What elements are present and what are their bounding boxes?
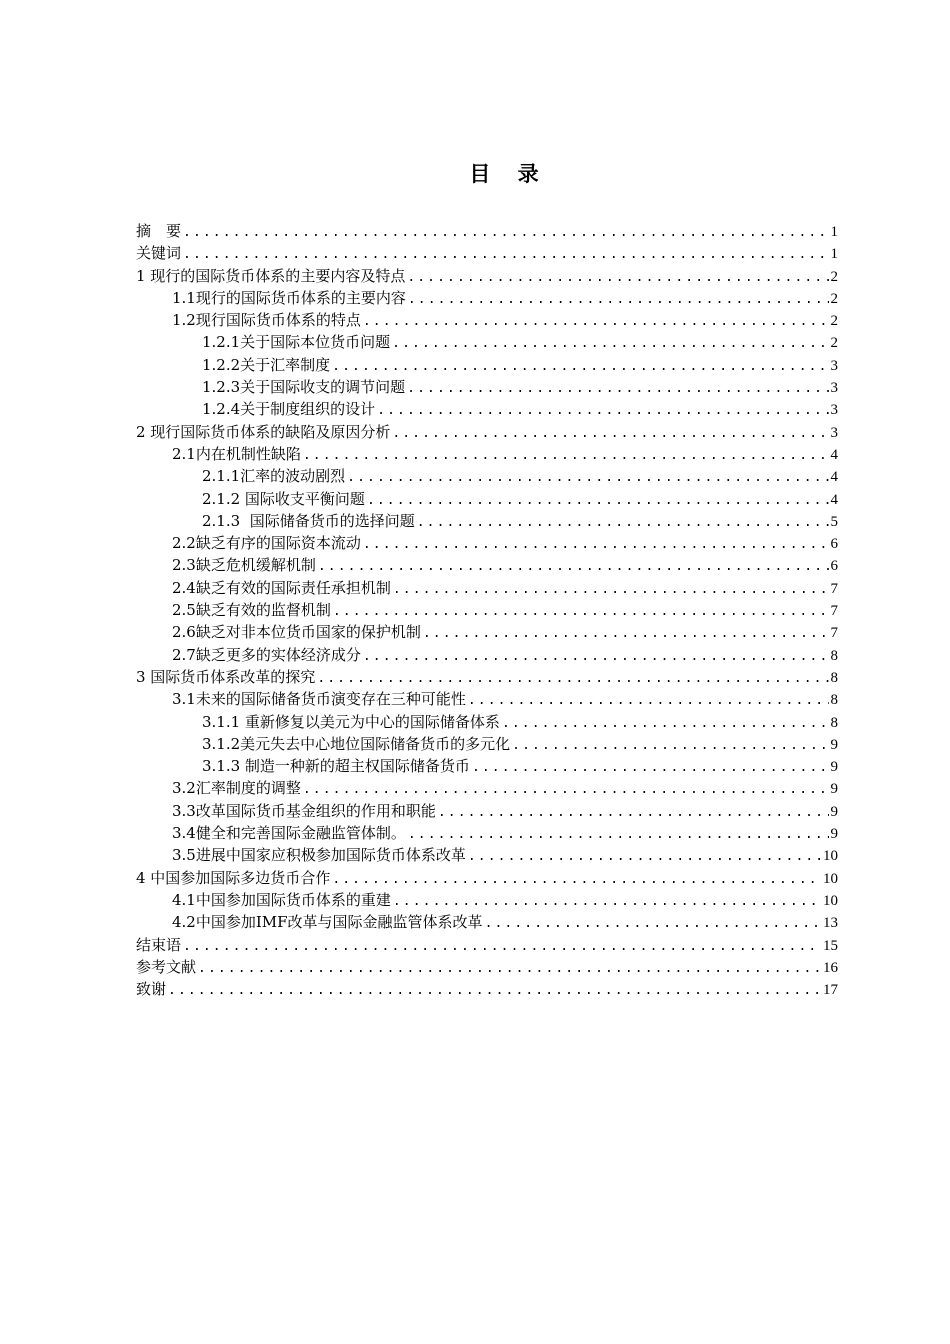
toc-entry-title: 2.7缺乏更多的实体经济成分 [172,645,361,664]
toc-dot-leader [183,936,821,956]
toc-entry-title: 3.4健全和完善国际金融监管体制。 [172,824,406,843]
toc-entry-title: 1.2.2关于汇率制度 [202,355,331,374]
toc-entry-title: 1.2.3关于国际收支的调节问题 [202,378,406,397]
toc-entry[interactable] [136,711,838,733]
toc-dot-leader [512,735,828,755]
toc-entry-title: 3.2汇率制度的调整 [172,779,301,798]
toc-entry-page-number: 10 [823,892,838,909]
toc-dot-leader [392,423,828,443]
toc-dot-leader [468,690,829,710]
toc-entry-title: 4.1中国参加国际货币体系的重建 [172,890,391,909]
toc-entry[interactable] [136,488,838,510]
toc-entry-page-number: 4 [830,469,838,486]
toc-entry[interactable] [136,287,838,309]
toc-dot-leader [408,289,829,309]
toc-entry-page-number: 13 [823,915,838,932]
toc-entry-page-number: 2 [830,290,838,307]
toc-dot-leader [367,490,829,510]
toc-entry[interactable] [136,822,838,844]
toc-entry[interactable] [136,242,838,264]
toc-dot-leader [198,958,821,978]
toc-entry[interactable] [136,777,838,799]
toc-dot-leader [407,378,828,398]
toc-entry-title: 摘 要 [136,222,182,240]
toc-entry-title: 1.2现行国际货币体系的特点 [172,311,361,330]
toc-entry[interactable] [136,220,838,242]
toc-entry-page-number: 7 [830,603,838,620]
toc-entry-title: 3.5进展中国家应积极参加国际货币体系改革 [172,846,466,865]
toc-entry-page-number: 3 [830,357,838,374]
toc-entry[interactable] [136,844,838,866]
toc-entry-page-number: 5 [830,513,838,530]
toc-entry[interactable] [136,867,838,889]
toc-entry-title: 1 现行的国际货币体系的主要内容及特点 [136,266,406,285]
toc-entry-page-number: 8 [830,692,838,709]
toc-dot-leader [417,512,829,532]
toc-entry-title: 2.1内在机制性缺陷 [172,444,301,463]
toc-entry[interactable] [136,443,838,465]
toc-entry[interactable] [136,956,838,978]
toc-entry-title: 1.2.4关于制度组织的设计 [202,400,376,419]
toc-dot-leader [303,445,829,465]
toc-entry[interactable] [136,354,838,376]
toc-entry-title: 2.1.1汇率的波动剧烈 [202,467,346,486]
toc-entry-page-number: 1 [830,224,838,240]
toc-entry[interactable] [136,755,838,777]
toc-dot-leader [485,913,821,933]
toc-dot-leader [472,757,829,777]
toc-entry-title: 2.1.3 国际储备货币的选择问题 [202,511,415,530]
toc-entry-page-number: 6 [830,536,838,553]
toc-entry[interactable] [136,265,838,287]
toc-entry-title: 4 中国参加国际多边货币合作 [136,868,331,887]
toc-entry[interactable] [136,532,838,554]
toc-dot-leader [407,267,828,287]
toc-entry-title: 2.2缺乏有序的国际资本流动 [172,534,361,553]
toc-dot-leader [502,713,829,733]
toc-dot-leader [332,356,828,376]
toc-entry-title: 结束语 [136,935,182,954]
toc-dot-leader [183,222,828,242]
toc-entry-page-number: 3 [830,424,838,441]
toc-entry-page-number: 4 [830,491,838,508]
toc-entry-title: 3.1.3 制造一种新的超主权国际储备货币 [202,757,470,776]
toc-dot-leader [168,980,821,1000]
toc-entry-page-number: 2 [830,268,838,285]
toc-dot-leader [393,579,829,599]
toc-entry[interactable] [136,800,838,822]
toc-entry-page-number: 2 [830,313,838,330]
toc-entry-title: 参考文献 [136,957,197,976]
toc-dot-leader [392,333,828,353]
toc-entry-page-number: 3 [830,402,838,419]
toc-entry-page-number: 17 [823,982,838,999]
table-of-contents [136,220,838,1000]
toc-entry-title: 1.1现行的国际货币体系的主要内容 [172,288,406,307]
toc-entry-page-number: 16 [823,959,838,976]
toc-entry[interactable] [136,465,838,487]
toc-dot-leader [408,824,829,844]
toc-entry[interactable] [136,733,838,755]
toc-entry-page-number: 9 [830,759,838,776]
toc-dot-leader [303,779,829,799]
toc-entry-title: 关键词 [136,244,182,263]
toc-entry-title: 3 国际货币体系改革的探究 [136,667,316,686]
toc-entry-page-number: 7 [830,625,838,642]
toc-dot-leader [363,646,829,666]
toc-entry-page-number: 8 [830,647,838,664]
toc-entry-page-number: 8 [830,669,838,686]
toc-entry-page-number: 10 [823,870,838,887]
toc-entry[interactable] [136,911,838,933]
toc-entry-page-number: 9 [830,781,838,798]
toc-entry[interactable] [136,978,838,1000]
toc-dot-leader [183,244,828,264]
toc-entry-title: 3.3改革国际货币基金组织的作用和职能 [172,801,436,820]
toc-entry-title: 1.2.1关于国际本位货币问题 [202,333,391,352]
toc-entry[interactable] [136,331,838,353]
toc-entry-page-number: 4 [830,446,838,463]
toc-entry[interactable] [136,889,838,911]
toc-entry-page-number: 9 [830,803,838,820]
toc-entry-page-number: 3 [830,380,838,397]
toc-title: 目 录 [469,162,549,186]
toc-dot-leader [363,311,829,331]
toc-dot-leader [423,623,829,643]
toc-entry[interactable] [136,510,838,532]
toc-dot-leader [333,601,829,621]
toc-entry[interactable] [136,934,838,956]
toc-entry[interactable] [136,644,838,666]
toc-entry-title: 4.2中国参加IMF改革与国际金融监管体系改革 [172,913,483,932]
toc-entry[interactable] [136,577,838,599]
toc-dot-leader [377,400,828,420]
toc-entry-title: 3.1.1 重新修复以美元为中心的国际储备体系 [202,712,500,731]
toc-entry[interactable] [136,376,838,398]
toc-entry-title: 2.5缺乏有效的监督机制 [172,601,331,620]
toc-entry-page-number: 9 [830,736,838,753]
toc-dot-leader [363,534,829,554]
toc-entry[interactable] [136,621,838,643]
toc-entry[interactable] [136,398,838,420]
toc-entry-title: 2.3缺乏危机缓解机制 [172,556,316,575]
toc-entry[interactable] [136,554,838,576]
toc-entry[interactable] [136,666,838,688]
toc-entry-title: 2.6缺乏对非本位货币国家的保护机制 [172,623,421,642]
toc-dot-leader [332,869,821,889]
toc-dot-leader [347,467,828,487]
toc-entry-title: 3.1.2美元失去中心地位国际储备货币的多元化 [202,734,511,753]
toc-entry-page-number: 10 [823,848,838,865]
toc-entry-title: 2.1.2 国际收支平衡问题 [202,489,365,508]
toc-entry[interactable] [136,599,838,621]
toc-dot-leader [468,846,821,866]
toc-entry-title: 3.1未来的国际储备货币演变存在三种可能性 [172,690,466,709]
toc-entry-page-number: 2 [830,335,838,352]
toc-entry-page-number: 15 [823,937,838,954]
toc-entry-title: 2 现行国际货币体系的缺陷及原因分析 [136,422,391,441]
toc-dot-leader [318,556,829,576]
toc-entry-title: 2.4缺乏有效的国际责任承担机制 [172,578,391,597]
toc-dot-leader [393,891,821,911]
toc-entry[interactable] [136,688,838,710]
toc-dot-leader [317,668,828,688]
toc-entry-page-number: 7 [830,580,838,597]
toc-entry-page-number: 6 [830,558,838,575]
toc-entry-page-number: 9 [830,826,838,843]
toc-entry[interactable] [136,421,838,443]
toc-entry-page-number: 1 [830,246,838,263]
toc-entry-page-number: 8 [830,714,838,731]
toc-dot-leader [438,802,829,822]
toc-entry[interactable] [136,309,838,331]
toc-entry-title: 致谢 [136,980,167,999]
